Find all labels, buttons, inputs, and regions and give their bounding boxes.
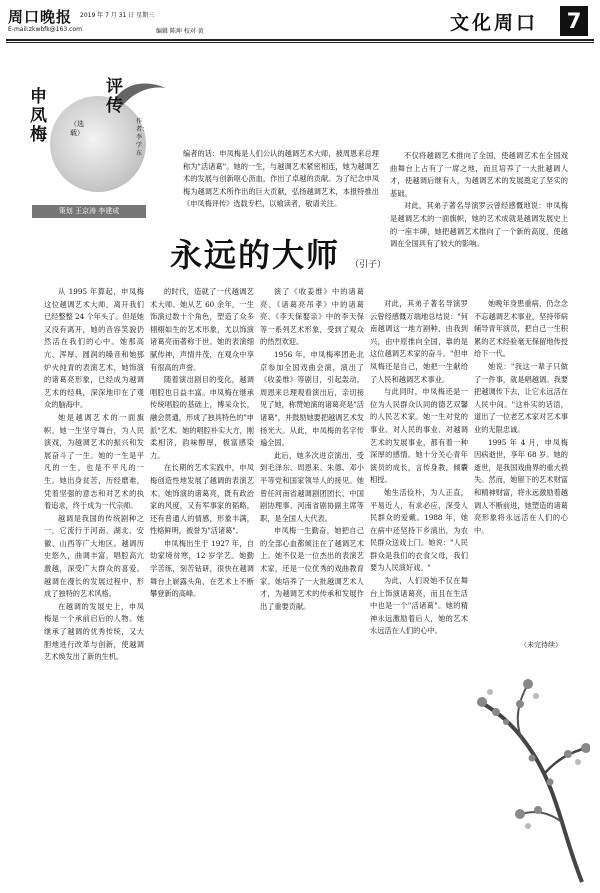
article-column-top-right	[390, 150, 568, 298]
article-column-4	[370, 298, 468, 837]
paragraph: 对此，其弟子著名导演罗云曾经感慨地说：申凤梅是越调艺术的一面旗帜，她的艺术成就是越调发展史上的一座丰碑，她把越调艺术推向了一个新的高度，使越调在全国具有了较大的影响。	[390, 201, 568, 249]
paragraph: 越调是我国的传统剧种之一，它流行于河南、湖北、安徽、山西等广大地区。越调历史悠久，曲调丰富，唱腔高亢激越，深受广大群众的喜爱。越调在漫长的发展过程中，形成了独特的艺术风格。	[44, 513, 144, 599]
section-title: 文化周口	[450, 12, 539, 34]
plum-blossom-icon	[462, 662, 590, 884]
article-column-1	[44, 286, 144, 837]
paragraph: 她是越调艺术的一面旗帜。她一生坚守舞台，为人民演戏，为越调艺术的振兴和发展奋斗了一生。她的一生是平凡的一生，也是不平凡的一生。她出身贫苦，历经磨难，凭着坚强的意志和对艺术的执着追求，终于成为一代宗师。	[44, 412, 144, 511]
banner-disc	[50, 96, 149, 192]
masthead-rule	[6, 39, 594, 41]
paragraph: 她生活俭朴，为人正直，平易近人，有求必应，深受人民群众的爱戴。1988 年，她在病中还坚持下乡演出，为农民群众送戏上门。她说："人民群众是我们的衣食父母，我们要为人民演好戏。"	[370, 487, 468, 573]
masthead	[6, 4, 594, 38]
paragraph: 她晚年身患重病，仍念念不忘越调艺术事业，坚持带病辅导青年演员，把自己一生积累的艺术经验毫无保留地传授给下一代。	[474, 299, 568, 359]
paragraph: 1995 年 4 月，申凤梅因病逝世，享年 68 岁。她的逝世，是我国戏曲界的重大损失。然而，她留下的艺术财富和精神财富，将永远激励着越调人不断前进，她塑造的诸葛亮形象将永远活在人们的心中。	[474, 437, 568, 535]
paragraph: 为此，人们说她不仅在舞台上饰演诸葛亮，而且在生活中也是一个"活诸葛"。她的精神永远激励着后人，她的艺术永远活在人们的心中。	[370, 576, 468, 636]
paper-name: 周口晚报	[8, 8, 73, 26]
dateline: 2019 年 7 月 31 日 星期三	[80, 12, 155, 19]
paragraph: 对此，其弟子著名导演罗云曾经感慨万端地总结说："何南越调这一地方剧种，由我到兴，由中原推向全国，靠的是这位越调艺术家的奋斗。"但申凤梅还是自己，她把一生献给了人民和越调艺术事业。	[370, 299, 468, 384]
editors-line: 编辑 陈坤 校对 黄	[156, 28, 204, 35]
paragraph: 在长期的艺术实践中，申凤梅创造性地发展了越调的表演艺术。她饰演的诸葛亮，既有政治家的风度，又有军事家的韬略，还有普通人的情感，形象丰满，性格鲜明，被誉为"活诸葛"。	[150, 463, 254, 536]
paragraph: 申凤梅出生于 1927 年，自幼家境贫寒，12 岁学艺。她勤学苦练，刻苦钻研，很快在越调舞台上崭露头角，在艺术上不断攀登新的高峰。	[150, 538, 254, 599]
article-headline: 永远的大师	[170, 236, 341, 274]
editor-note: 编者的话：申凤梅是人们公认的越调艺术大师，被周恩来总理称为"活诸葛"。她的一生，与越调艺术紧密相连，她为越调艺术的发展与创新呕心沥血，作出了卓越的贡献。为了纪念申凤梅为越调艺术所作出的巨大贡献，弘扬越调艺术，本报特推出《申凤梅评传》选载专栏，以飨读者，敬请关注。	[183, 149, 379, 209]
paragraph: 在越调的发展史上，申凤梅是一个承前启后的人物。她继承了越调的优秀传统，又大胆地进行改革与创新，使越调艺术焕发出了新的生机。	[44, 601, 144, 662]
to-be-continued: （未完待续）	[520, 641, 562, 649]
paragraph: 随着演出剧目的变化，越调唱腔也日益丰富。申凤梅在继承传统唱腔的基础上，博采众长，融会贯通，形成了独具特色的"申派"艺术。她的唱腔朴实大方，刚柔相济，韵味醇厚，极富感染力。	[150, 375, 254, 460]
paragraph: 不仅将越调艺术推向了全国，使越调艺术在全国戏曲舞台上占有了一席之地，而且培养了一大批越调人才，使越调后继有人，为越调艺术的发展奠定了坚实的基础。	[390, 151, 568, 198]
column-note: （选载）	[70, 120, 84, 137]
paragraph: 从 1995 年算起，申凤梅这位越调艺术大师，离开我们已经整整 24 个年头了。但是她又没有离开，她的音容笑貌仍然活在我们的心中。她那高亢、浑厚、圆润的嗓音和她那炉火纯青的表演艺术，她饰演的诸葛亮形象，已经成为越调艺术的经典，深深地印在了观众的脑海中。	[44, 287, 144, 410]
article-column-5	[474, 298, 568, 662]
email-address: E-mail:zkwbfk@163.com	[8, 26, 82, 33]
page-number: 7	[560, 6, 588, 36]
paragraph: 她说："我这一辈子只做了一件事，就是唱越调。我要把越调传下去，让它永远活在人民中间。"这朴实的话语，道出了一位老艺术家对艺术事业的无限忠诚。	[474, 361, 568, 434]
paragraph: 此后，她多次进京演出，受到毛泽东、周恩来、朱德、邓小平等党和国家领导人的接见。她曾任河南省越调剧团团长、中国剧协理事、河南省剧协副主席等职，是全国人大代表。	[260, 450, 364, 523]
column-subtitle: 评传	[106, 77, 123, 116]
credits-bar: 策划 王京涛 李建成	[32, 205, 146, 218]
paragraph: 演了《收姜维》中的诸葛亮、《诸葛亮吊孝》中的诸葛亮、《李天保娶亲》中的李天保等一系列艺术形象，受到了观众的热烈欢迎。	[260, 287, 364, 347]
article-column-2	[150, 286, 254, 837]
masthead-rule-thin	[6, 42, 594, 43]
paragraph: 与此同时，申凤梅还是一位为人民群众认同的德艺双馨的人民艺术家。她一生对党的事业、对人民的事业、对越调艺术的发展事业，都有着一种深厚的感情。她十分关心青年演员的成长，言传身教，倾囊相授。	[370, 387, 468, 485]
column-name: 申凤梅	[30, 87, 47, 145]
article-subheadline: （引子）	[350, 260, 387, 270]
column-banner	[28, 74, 174, 210]
article-column-3	[260, 286, 364, 837]
paragraph: 1956 年，申凤梅率团赴北京参加全国戏曲会演，演出了《收姜维》等剧目，引起轰动。周恩来总理观看演出后，亲切接见了她，称赞她演的诸葛亮是"活诸葛"，并鼓励她要把越调艺术发扬光大。从此，申凤梅的名字传遍全国。	[260, 349, 364, 448]
paragraph: 的时代，造就了一代越调艺术大师。她从艺 60 余年，一生饰演过数十个角色，塑造了众多栩栩如生的艺术形象，尤以饰演诸葛亮而著称于世。她的表演细腻传神，声情并茂，在观众中享有很高的声誉。	[150, 287, 254, 372]
column-author: 作者：李 学东	[136, 118, 149, 157]
paragraph: 申凤梅一生勤奋，她把自己的全部心血都倾注在了越调艺术上。她不仅是一位杰出的表演艺术家，还是一位优秀的戏曲教育家。她培养了一大批越调艺术人才，为越调艺术的传承和发展作出了重要贡献。	[260, 526, 364, 611]
